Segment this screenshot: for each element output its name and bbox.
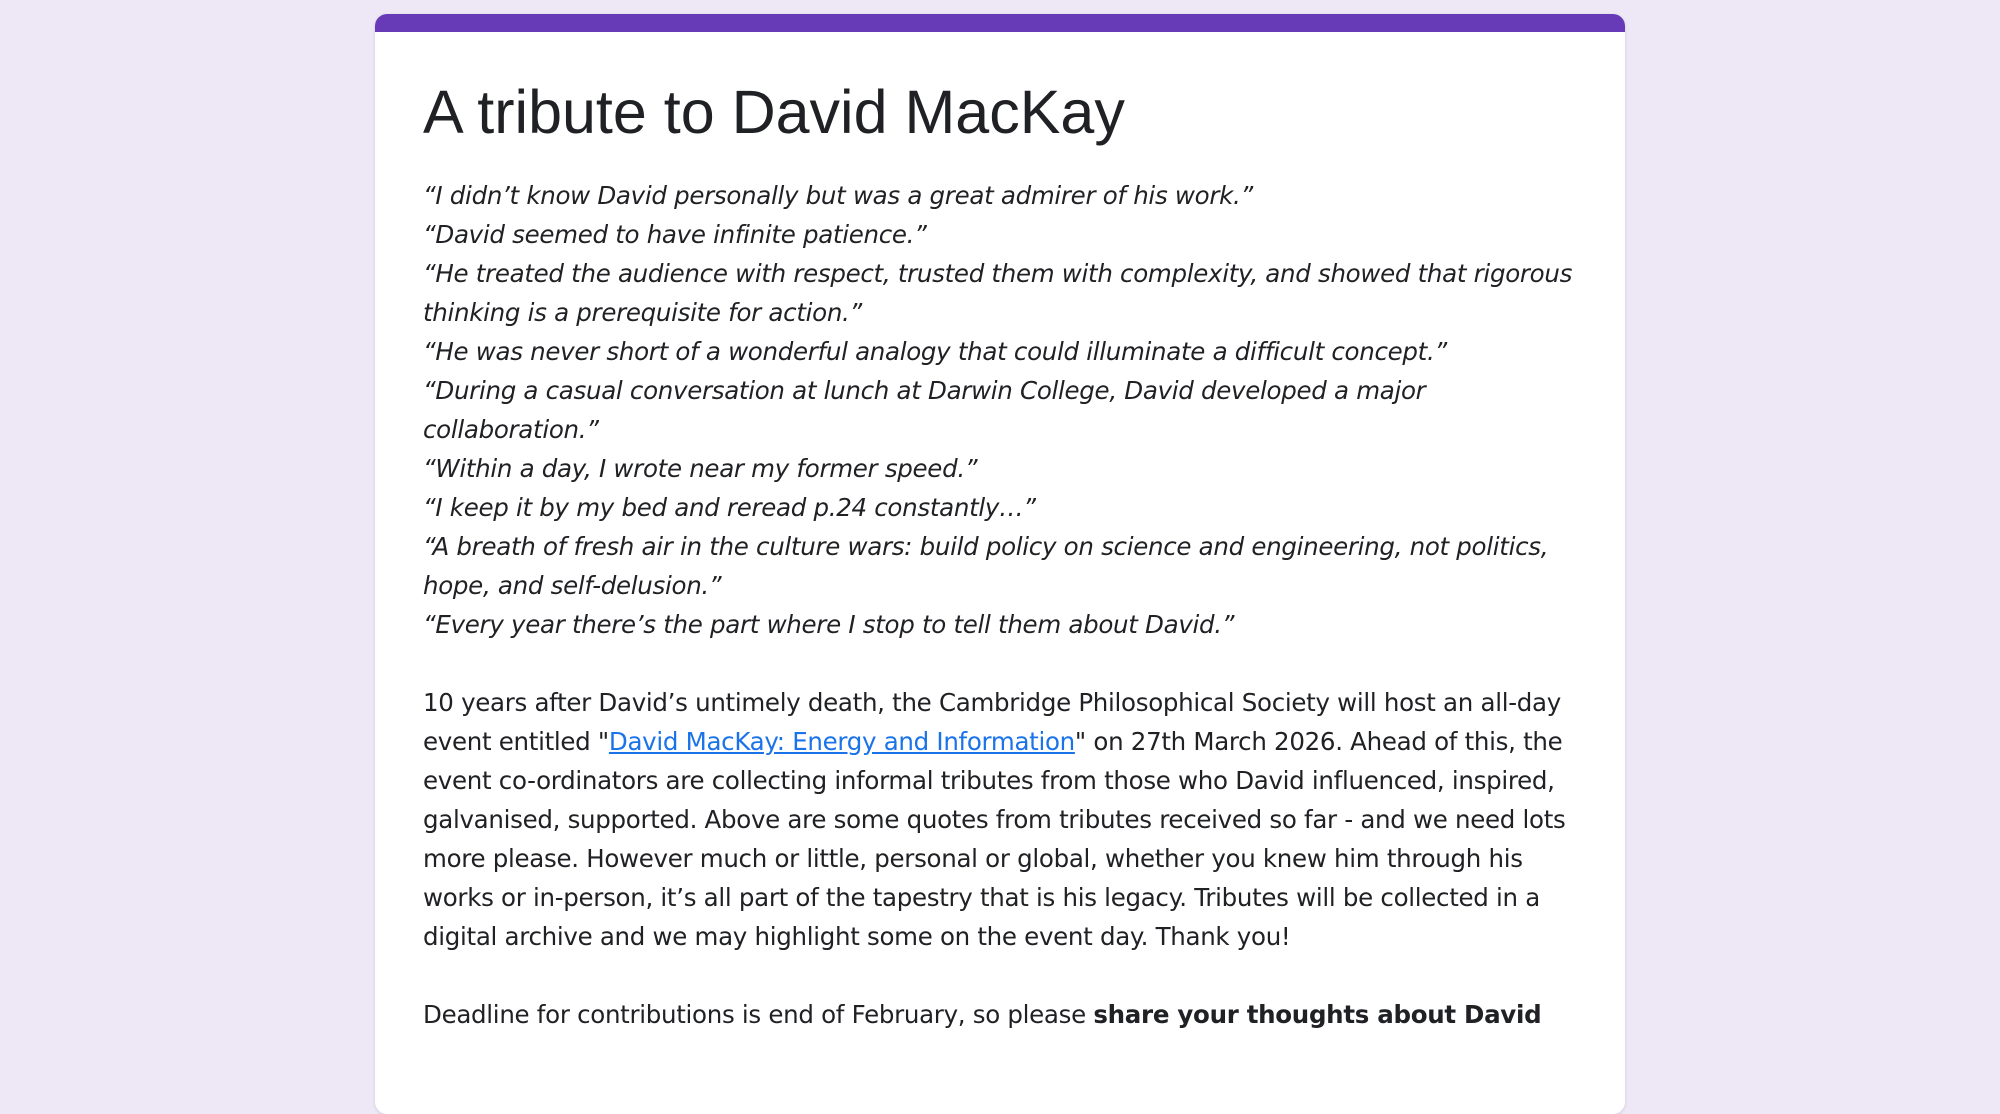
- intro-text: 10 years after David’s untimely death, the Cambridge Philosophical Society will host an all-day event entitled ": [423, 688, 1561, 756]
- form-accent-bar: [375, 14, 1625, 32]
- deadline-emphasis: share your thoughts about David: [1093, 1000, 1542, 1029]
- quote-item: “During a casual conversation at lunch at Darwin College, David developed a major collaboration.”: [423, 376, 1426, 444]
- form-card: [375, 14, 1625, 1114]
- quote-item: “I didn’t know David personally but was a great admirer of his work.”: [423, 181, 1253, 210]
- quote-item: “He treated the audience with respect, trusted them with complexity, and showed that rigorous thinking is a prerequisite for action.”: [423, 259, 1573, 327]
- quote-item: “I keep it by my bed and reread p.24 constantly…”: [423, 493, 1036, 522]
- intro-text-continued: " on 27th March 2026. Ahead of this, the event co-ordinators are collecting informal tributes from those who David influenced, inspired, galvanised, supported. Above are some quotes from tributes received so far - and we need lots more please. However much or little, personal or global, whether you knew him through his works or in-person, it’s all part of the tapestry that is his legacy. Tributes will be collected in a digital archive and we may highlight some on the event day. Thank you!: [423, 727, 1566, 951]
- event-link[interactable]: David MacKay: Energy and Information: [608, 727, 1075, 756]
- quote-item: “Within a day, I wrote near my former speed.”: [423, 454, 978, 483]
- tribute-quotes: [423, 176, 1577, 644]
- form-header: [375, 32, 1625, 1034]
- quote-item: “He was never short of a wonderful analogy that could illuminate a difficult concept.”: [423, 337, 1447, 366]
- quote-item: “Every year there’s the part where I stop to tell them about David.”: [423, 610, 1235, 639]
- quote-item: “David seemed to have infinite patience.”: [423, 220, 927, 249]
- deadline-text: Deadline for contributions is end of February, so please: [423, 1000, 1094, 1029]
- form-title: A tribute to David MacKay: [423, 78, 1125, 146]
- deadline-paragraph: [423, 995, 1577, 1034]
- event-description: [423, 683, 1577, 956]
- quote-item: “A breath of fresh air in the culture wars: build policy on science and engineering, not politics, hope, and self-delusion.”: [423, 532, 1549, 600]
